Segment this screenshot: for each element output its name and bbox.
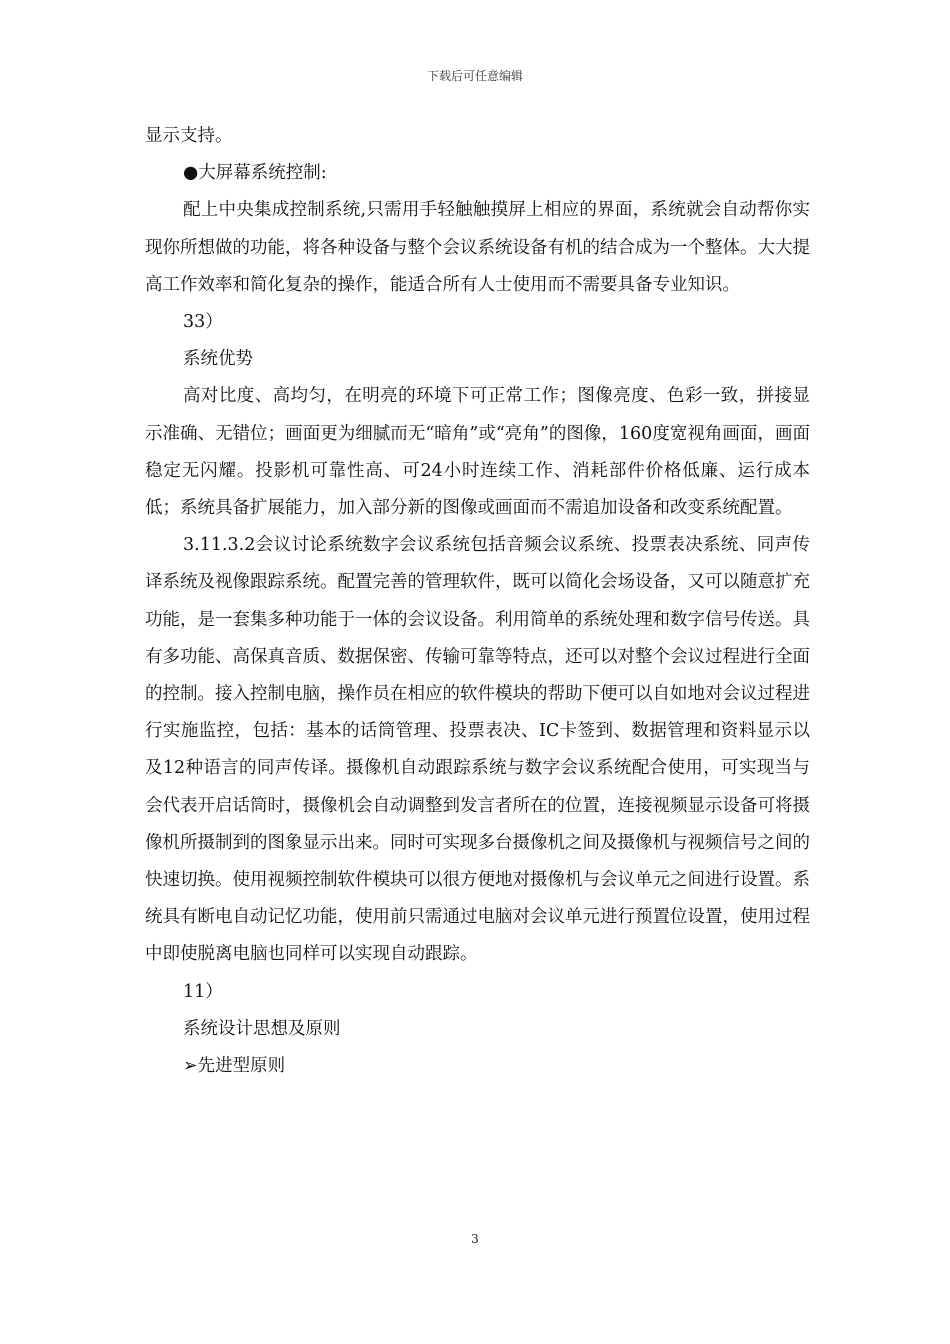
heading-system-advantages: 系统优势: [183, 349, 253, 370]
paragraph-advantages: 高对比度、高均匀，在明亮的环境下可正常工作；图像亮度、色彩一致，拼接显示准确、无错位；画面更为细腻而无“暗角”或“亮角”的图像，160度宽视角画面，画面稳定无闪耀。投影机可靠性高、可24小时连续工作、消耗部件价格低廉、运行成本低；系统具备扩展能力，加入部分新的图像或画面而不需追加设备和改变系统配置。: [145, 386, 810, 519]
bullet-advanced-principle: ➢先进型原则: [183, 1056, 286, 1077]
list-number-33: 33）: [183, 312, 223, 333]
paragraph-display-support: 显示支持。: [145, 126, 233, 146]
page-number: 3: [471, 1232, 479, 1246]
paragraph-conference-discussion-system: 3.11.3.2会议讨论系统数字会议系统包括音频会议系统、投票表决系统、同声传译系统及视像跟踪系统。配置完善的管理软件，既可以简化会场设备，又可以随意扩充功能，是一套集多种功能于一体的会议设备。利用简单的系统处理和数字信号传送。具有多功能、高保真音质、数据保密、传输可靠等特点，还可以对整个会议过程进行全面的控制。接入控制电脑，操作员在相应的软件模块的帮助下便可以自如地对会议过程进行实施监控，包括：基本的话筒管理、投票表决、IC卡签到、数据管理和资料显示以及12种语言的同声传译。摄像机自动跟踪系统与数字会议系统配合使用，可实现当与会代表开启话筒时，摄像机会自动调整到发言者所在的位置，连接视频显示设备可将摄像机所摄制到的图象显示出来。同时可实现多台摄像机之间及摄像机与视频信号之间的快速切换。使用视频控制软件模块可以很方便地对摄像机与会议单元之间进行设置。系统具有断电自动记忆功能，使用前只需通过电脑对会议单元进行预置位设置，使用过程中即使脱离电脑也同样可以实现自动跟踪。: [145, 535, 810, 965]
document-body: [145, 118, 810, 1085]
paragraph-central-control: 配上中央集成控制系统,只需用手轻触触摸屏上相应的界面，系统就会自动帮你实现你所想做的功能，将各种设备与整个会议系统设备有机的结合成为一个整体。大大提高工作效率和简化复杂的操作，能适合所有人士使用而不需要具备专业知识。: [145, 200, 810, 295]
heading-large-screen-control: ●大屏幕系统控制:: [183, 163, 327, 184]
heading-design-principles: 系统设计思想及原则: [183, 1018, 341, 1039]
page-header-note: 下载后可任意编辑: [426, 69, 523, 83]
list-number-11: 11）: [183, 981, 223, 1002]
